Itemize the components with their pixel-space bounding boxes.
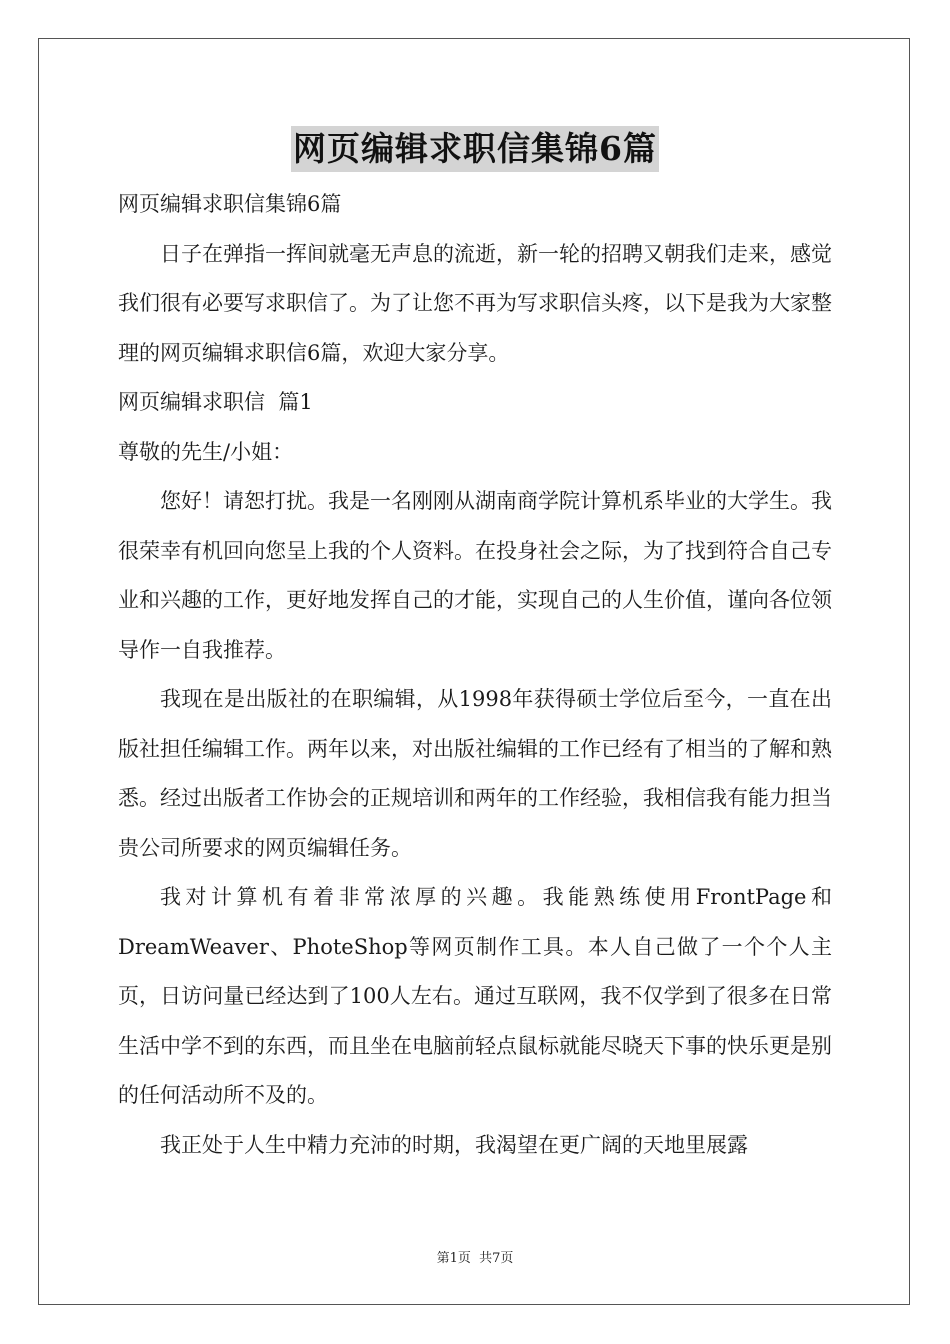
body-paragraph: 我现在是出版社的在职编辑，从1998年获得硕士学位后至今，一直在出版社担任编辑工作。两年以来，对出版社编辑的工作已经有了相当的了解和熟悉。经过出版者工作协会的正规培训和两年的工作经验，我相信我有能力担当贵公司所要求的网页编辑任务。: [118, 687, 832, 860]
body-paragraph: 我对计算机有着非常浓厚的兴趣。我能熟练使用FrontPage和DreamWeaver、PhoteShop等网页制作工具。本人自己做了一个个人主页，日访问量已经达到了100人左右。通过互联网，我不仅学到了很多在日常生活中学不到的东西，而且坐在电脑前轻点鼠标就能尽晓天下事的快乐更是别的任何活动所不及的。: [118, 885, 832, 1107]
section-heading: 网页编辑求职信 篇1: [118, 390, 313, 414]
title-block: [0, 126, 950, 172]
document-title: 网页编辑求职信集锦6篇: [291, 126, 659, 172]
document-body: [118, 180, 832, 1170]
body-paragraph: 您好！请恕打扰。我是一名刚刚从湖南商学院计算机系毕业的大学生。我很荣幸有机回向您呈上我的个人资料。在投身社会之际，为了找到符合自己专业和兴趣的工作，更好地发挥自己的才能，实现自己的人生价值，谨向各位领导作一自我推荐。: [118, 489, 832, 662]
intro-paragraph: 日子在弹指一挥间就毫无声息的流逝，新一轮的招聘又朝我们走来，感觉我们很有必要写求职信了。为了让您不再为写求职信头疼，以下是我为大家整理的网页编辑求职信6篇，欢迎大家分享。: [118, 241, 832, 365]
subtitle-line: 网页编辑求职信集锦6篇: [118, 192, 342, 216]
page-footer: 第1页 共7页: [436, 1251, 514, 1266]
body-paragraph: 我正处于人生中精力充沛的时期，我渴望在更广阔的天地里展露: [160, 1132, 748, 1157]
salutation: 尊敬的先生/小姐：: [118, 439, 294, 464]
